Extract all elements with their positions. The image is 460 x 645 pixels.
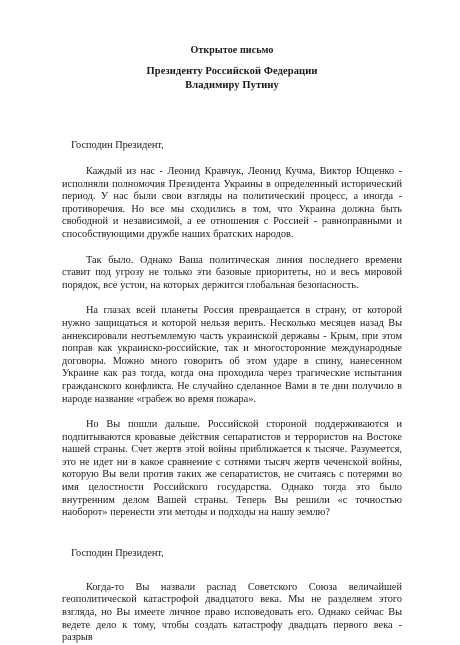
paragraph-2: Так было. Однако Ваша политическая линия последнего времени ставит под угрозу не только эти базовые приоритеты, но и весь мировой порядок, все устои, на которых держится глобальная безопасность. <box>62 254 402 291</box>
addressee-name: Владимиру Путину <box>185 80 279 91</box>
salutation-first: Господин Президент, <box>71 140 164 151</box>
paragraph-4: Но Вы пошли дальше. Российской стороной поддерживаются и подпитываются кровавые действия сепаратистов и террористов на Востоке нашей страны. Счет жертв этой войны приближается к тысяче. Разумеется, это не идет ни в какое сравнение с сотнями тысяч жертв чеченской войны, которую Вы вели против таких же сепаратистов, не считаясь с потерями во имя целостности Российского государства. Однако тогда это было внутренним делом Вашей страны. Теперь Вы решили «с точностью наоборот» перенести эти методы и подходы на нашу землю? <box>62 419 402 519</box>
paragraph-5: Когда-то Вы назвали распад Советского Союза величайшей геополитической катастрофой двадцатого века. Мы не разделяем этого взгляда, но Вы имеете личное право исповедовать его. Однако сейчас Вы ведете дело к тому, чтобы создать катастрофу двадцать первого века - разрыв <box>62 581 402 644</box>
salutation-second: Господин Президент, <box>71 547 164 559</box>
paragraph-3: На глазах всей планеты Россия превращается в страну, от которой нужно защищаться и которой нельзя верить. Несколько месяцев назад Вы аннексировали неотъемлемую часть украинской державы - Крым, при этом поправ как украинско-российские, так и многосторонние международные договоры. Можно много говорить об этом ударе в спину, нанесенном Украине как раз тогда, когда она проходила через трагические испытания гражданского конфликта. Не случайно сделанное Вами в те дни получило в народе название «грабеж во время пожара». <box>62 305 402 405</box>
letter-type-heading: Открытое письмо <box>190 45 274 56</box>
letter-header <box>62 0 402 93</box>
paragraph-1: Каждый из нас - Леонид Кравчук, Леонид Кучма, Виктор Ющенко - исполняли полномочия Президента Украины в определенный исторический период. У нас были свои взгляды на политический процесс, а иногда - противоречия. Но все мы сходились в том, что Украина должна быть свободной и независимой, а ее отношения с Россией - равноправными и способствующими дружбе наших братских народов. <box>62 166 402 240</box>
addressee-title: Президенту Российской Федерации <box>146 66 318 77</box>
